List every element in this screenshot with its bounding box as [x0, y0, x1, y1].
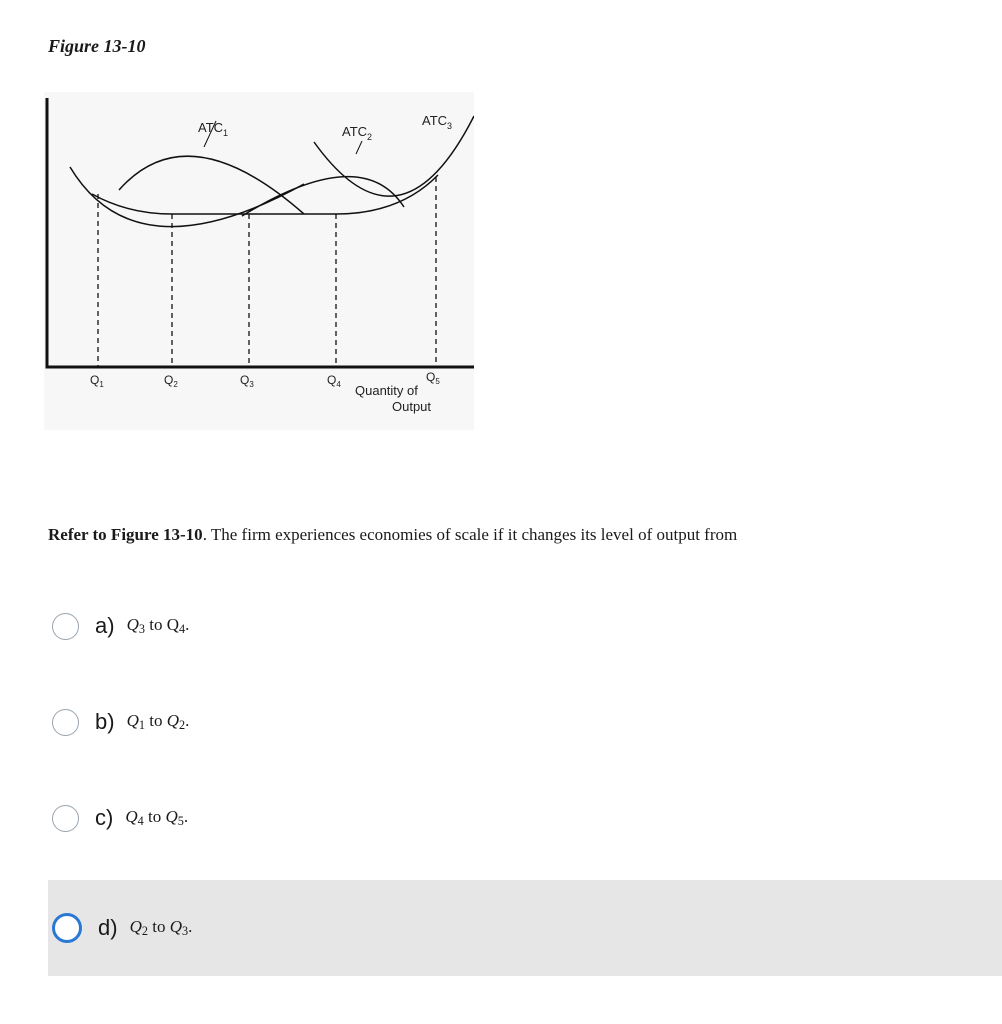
radio-button-selected-icon[interactable]	[52, 913, 82, 943]
question-body: . The firm experiences economies of scale if it changes its level of output from	[202, 525, 738, 544]
radio-button-icon[interactable]	[52, 805, 79, 832]
question-figure-reference: Refer to Figure 13-10	[48, 525, 203, 544]
output-axis-label: Output	[392, 399, 432, 414]
quantity-axis-label: Quantity of	[355, 383, 418, 398]
option-a[interactable]	[48, 578, 1002, 674]
atc3-label: $ATC_3$	[422, 113, 453, 131]
option-letter: d)	[98, 915, 118, 940]
radio-button-icon[interactable]	[52, 613, 79, 640]
option-letter: b)	[95, 709, 115, 734]
q4-label: $Q_4$	[327, 373, 341, 389]
q2-label: $Q_2$	[164, 373, 178, 389]
q1-label: $Q_1$	[90, 373, 104, 389]
atc1-label: $ATC_1$	[198, 120, 229, 138]
option-letter: c)	[95, 805, 114, 830]
option-b[interactable]	[48, 674, 1002, 770]
radio-button-icon[interactable]	[52, 709, 79, 736]
option-c[interactable]	[48, 770, 1002, 866]
option-letter: a)	[95, 613, 115, 638]
option-text: $Q_1$ to $Q_2$.	[126, 710, 190, 733]
atc2-label: $ATC_2$	[342, 124, 373, 142]
atc-chart	[44, 92, 474, 430]
q3-label: $Q_3$	[240, 373, 254, 389]
figure-title: Figure 13-10	[48, 36, 146, 56]
option-text: $Q_4$ to $Q_5$.	[125, 806, 189, 829]
q5-label: $Q_5$	[426, 370, 440, 386]
option-text: $Q_2$ to $Q_3$.	[129, 916, 193, 939]
question-text	[48, 525, 978, 545]
option-d[interactable]	[48, 880, 1002, 976]
option-text: $Q_3$ to $Q_4$.	[126, 614, 190, 637]
cost-curve-figure	[44, 92, 474, 430]
